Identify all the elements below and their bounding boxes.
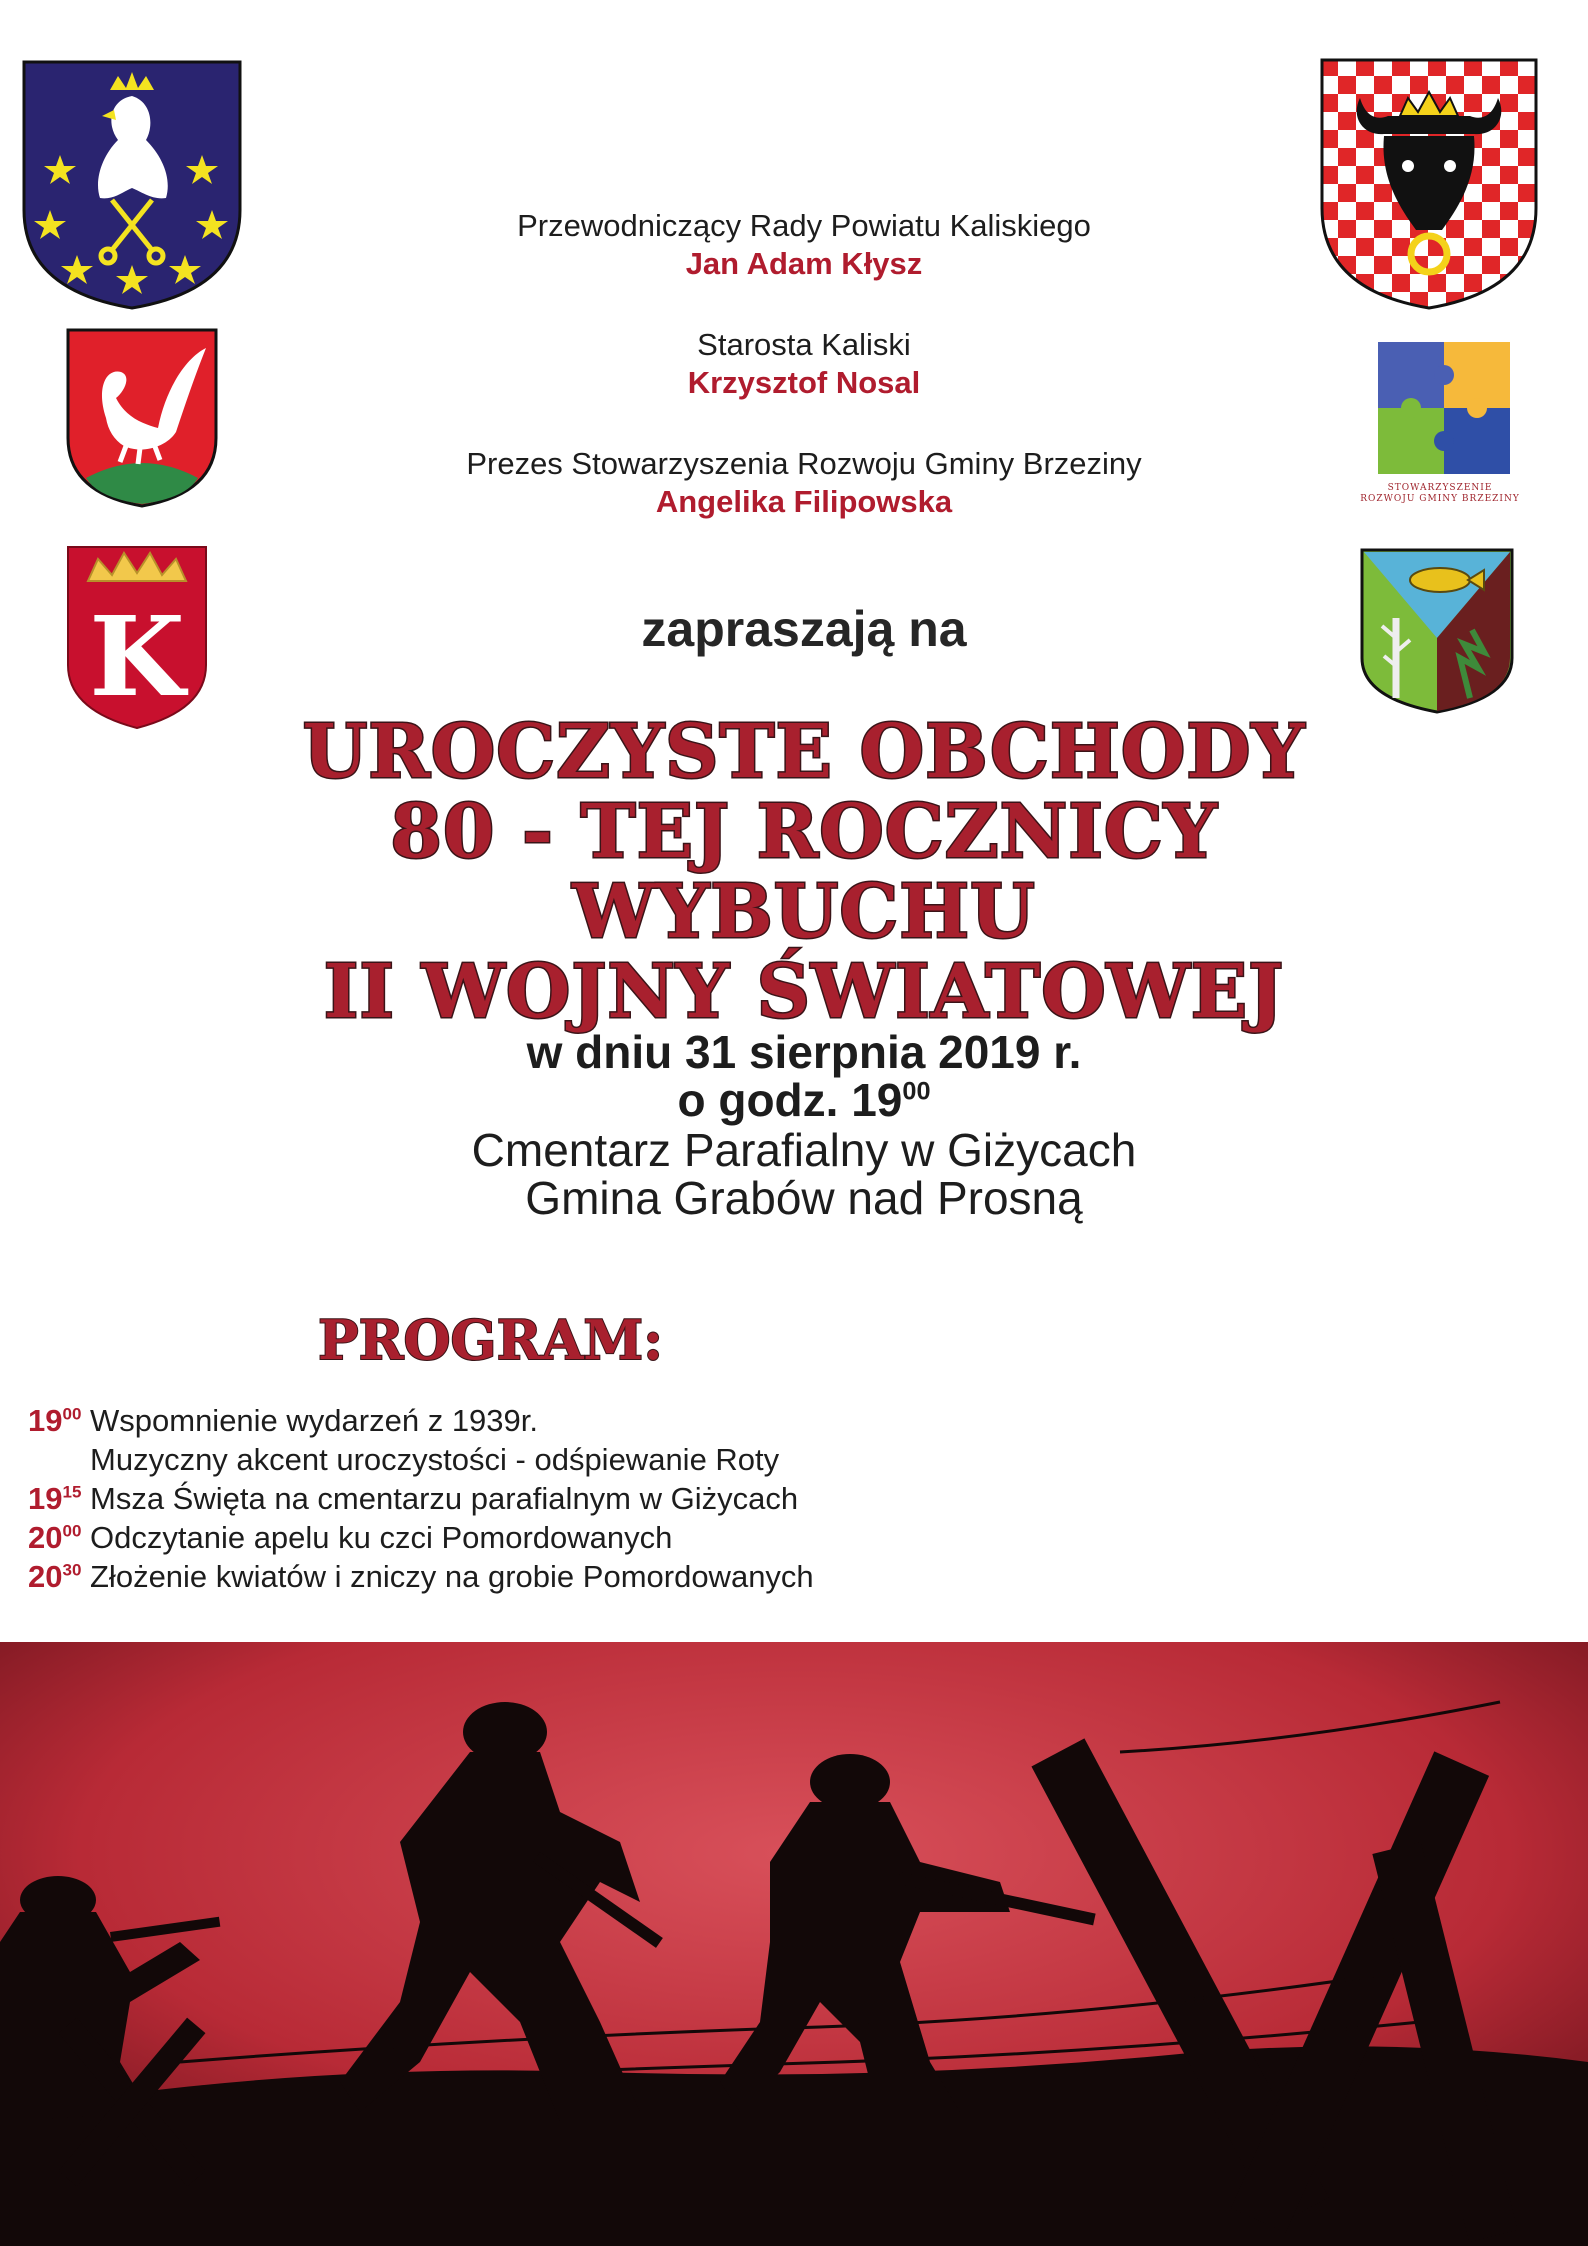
program-text: Odczytanie apelu ku czci Pomordowanych (90, 1520, 673, 1555)
program-item (28, 1402, 538, 1440)
event-details (300, 1028, 1308, 1222)
coat-of-arms-bull-head (1320, 58, 1538, 310)
event-time-minutes: 00 (902, 1077, 931, 1106)
program-text: Muzyczny akcent uroczystości - odśpiewanie Roty (90, 1442, 780, 1477)
program-item (28, 1441, 779, 1479)
program-title: PROGRAM: (318, 1308, 664, 1372)
k-letter: K (89, 592, 185, 721)
program-time: $19^{00}$ (28, 1403, 82, 1438)
organizer-title: Prezes Stowarzyszenia Rozwoju Gminy Brzeziny (466, 446, 1142, 481)
headline-line-1: UROCZYSTE OBCHODY (302, 709, 1306, 795)
coat-of-arms-fish-tree (1360, 548, 1514, 714)
program-time: $19^{15}$ (28, 1481, 82, 1516)
coat-of-arms-kalisz (66, 545, 208, 730)
soldiers-silhouette-banner (0, 1642, 1588, 2246)
coat-of-arms-pelican (66, 328, 218, 508)
program-item (28, 1480, 798, 1518)
organizer-title: Przewodniczący Rady Powiatu Kaliskiego (517, 208, 1091, 243)
program-text: Złożenie kwiatów i zniczy na grobie Pomordowanych (90, 1559, 814, 1594)
headline-line-3: II WOJNY ŚWIATOWEJ (323, 949, 1285, 1035)
coat-of-arms-powiat-kaliski (22, 60, 242, 310)
event-date: w dniu 31 sierpnia 2019 r. (526, 1026, 1082, 1078)
headline-line-2: 80 - TEJ ROCZNICY WYBUCHU (390, 789, 1218, 955)
event-time-hour: o godz. 19 (677, 1074, 903, 1126)
event-commune: Gmina Grabów nad Prosną (525, 1172, 1083, 1224)
organizer-name: Jan Adam Kłysz (685, 246, 923, 281)
organizer-3 (300, 445, 1308, 521)
organizer-1 (300, 207, 1308, 283)
organizer-name: Krzysztof Nosal (687, 365, 921, 400)
program-time: $20^{00}$ (28, 1520, 82, 1555)
association-puzzle-logo (1360, 338, 1520, 518)
organizer-2 (300, 326, 1308, 402)
program-text: Msza Święta na cmentarzu parafialnym w Giżycach (90, 1481, 799, 1516)
event-time (300, 1076, 1308, 1124)
program-item (28, 1558, 814, 1596)
program-text: Wspomnienie wydarzeń z 1939r. (90, 1403, 539, 1438)
organizer-title: Starosta Kaliski (697, 327, 911, 362)
association-caption-1: STOWARZYSZENIE (1387, 483, 1493, 493)
association-caption-2: ROZWOJU GMINY BRZEZINY (1360, 494, 1520, 504)
event-place: Cmentarz Parafialny w Giżycach (471, 1124, 1137, 1176)
event-headline (150, 709, 1458, 1035)
program-time: $20^{30}$ (28, 1559, 82, 1594)
program-item (28, 1519, 672, 1557)
invite-text: zapraszają na (641, 601, 967, 657)
organizer-name: Angelika Filipowska (655, 484, 953, 519)
